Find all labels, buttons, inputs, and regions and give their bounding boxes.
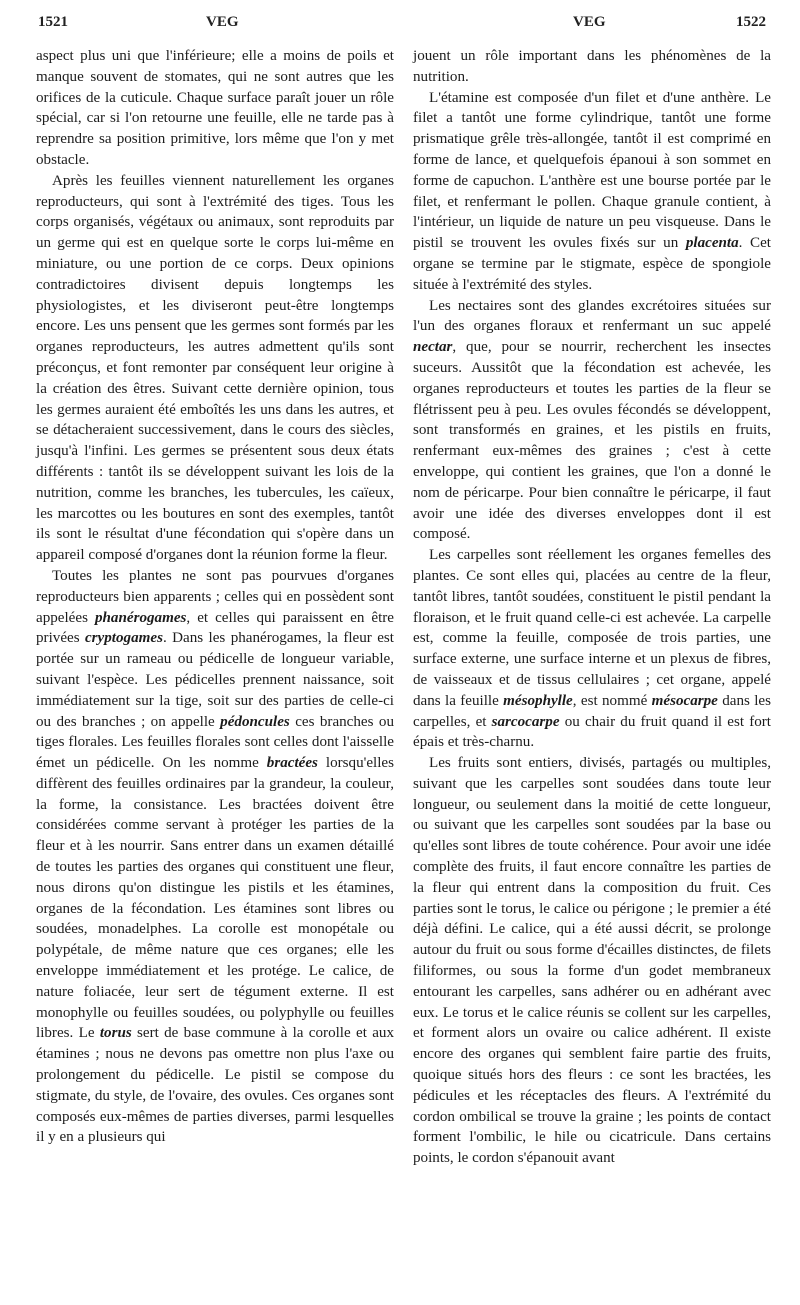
paragraph: Toutes les plantes ne sont pas pourvues d'organes reproducteurs bien apparents ; celles qui en possèdent sont appelées phanérogames, et celles qui paraissent en être privées cryptogames. Dans les phanérogames, la fleur est portée sur un rameau ou pédicelle de longueur variable, suivant l'espèce. Les pédicelles prennent naissance, soit immédiatement sur la tige, soit sur des parties de celle-ci ou des branches ; on appelle pédoncules ces branches ou tiges florales. Les feuilles florales sont celles dont l'aisselle émet un pédicelle. On les nomme bractées lorsqu'elles diffèrent des feuilles ordinaires par la grandeur, la couleur, la forme, la consistance. Les bractées doivent être considérées comme servant à protéger les parties de la fleur et à les nourrir. Sans entrer dans un examen détaillé de toutes les parties des organes qui constituent une fleur, nous dirons qu'on distingue les pistils et les étamines, organes de la fécondation. Les étamines sont libres ou soudées, monadelphes. La corolle est monopétale ou polypétale, de même nature que ces organes; elle les enveloppe immédiatement et les protége. Le calice, de nature foliacée, leur sert de tégument externe. Il est monophylle ou feuilles soudées, ou polyphylle ou feuilles libres. Le torus sert de base commune à la corolle et aux étamines ; nous ne devons pas omettre non plus l'axe ou prolongement du pédicelle. Le pistil se compose du stigmate, du style, de l'ovaire, des ovules. Ces organes sont composés eux-mêmes de parties diverses, parmi lesquelles il y en a plusieurs qui — [36, 567, 395, 1146]
left-running-head: VEG — [206, 14, 239, 30]
term: pédoncules — [220, 713, 290, 730]
term: nectar — [413, 339, 453, 356]
paragraph: jouent un rôle important dans les phénomènes de la nutrition. — [413, 48, 771, 85]
paragraph: Après les feuilles viennent naturellement les organes reproducteurs, qui sont à l'extrémité des tiges. Tous les corps organisés, végétaux ou animaux, sont reproduits par un germe qui est en quelque sorte le corps lui-même en miniature, ou une portion de ce corps. Deux opinions contradictoires divisent depuis longtemps les physiologistes, et les diviseront peut-être longtemps encore. Les uns pensent que les germes sont formés par les organes reproducteurs, les autres admettent qu'ils sont préconçus, et font remonter par conséquent leur origine à la création des êtres. Suivant cette dernière opinion, tous les germes auraient été emboîtés les uns dans les autres, et se détacheraient successivement, dans le cours des siècles, jusqu'à l'infini. Les germes se présentent sous deux états différents : tantôt ils se développent suivant les lois de la nutrition, comme les branches, les tubercules, les caïeux, les marcottes ou les boutures en sont des exemples, tantôt ils sont le résultat d'une fécondation qui s'opère dans un appareil composé d'organes dont la réunion forme la fleur. — [36, 172, 394, 564]
page-header — [38, 14, 766, 36]
left-page-number: 1521 — [38, 14, 68, 30]
term: mésocarpe — [651, 692, 718, 709]
term: sarcocarpe — [491, 713, 560, 730]
term: bractées — [266, 755, 318, 772]
term: phanérogames — [94, 609, 187, 626]
term: cryptogames — [84, 630, 163, 647]
paragraph: aspect plus uni que l'inférieure; elle a moins de poils et manque souvent de stomates, qui ne sont autres que les orifices de la cuticule. Chaque surface paraît jouer un rôle spécial, car si l'on retourne une feuille, elle ne tarde pas à reprendre sa position primitive, lors même que l'on y met obstacle. — [36, 48, 394, 168]
right-column — [413, 46, 771, 1169]
right-running-head: VEG — [573, 14, 606, 30]
term: torus — [99, 1025, 132, 1042]
paragraph: L'étamine est composée d'un filet et d'une anthère. Le filet a tantôt une forme cylindrique, tantôt une forme prismatique grêle très-allongée, tantôt il est comprimé en forme de lance, et quelquefois épanoui à son sommet en forme de capuchon. L'anthère est une bourse portée par le filet, et renfermant le pollen. Chaque granule contient, à l'intérieur, un liquide de nature un peu visqueuse. Dans le pistil se trouvent les ovules fixés sur un placenta. Cet organe se termine par le stigmate, espèce de spongiole située à l'extrémité des styles. — [413, 89, 771, 293]
right-page-number: 1522 — [736, 14, 766, 30]
paragraph: Les carpelles sont réellement les organes femelles des plantes. Ce sont elles qui, placées au centre de la fleur, tantôt libres, tantôt soudées, constituent le pistil pendant la floraison, et le fruit quand celle-ci est achevée. La carpelle est, comme la feuille, composée de trois parties, une surface externe, une surface interne et un plexus de fibres, de vaisseaux et de tissus cellulaires ; cet organe, appelé dans la feuille mésophylle, est nommé mésocarpe dans les carpelles, et sarcocarpe ou chair du fruit quand il est fort épais et très-charnu. — [413, 547, 772, 751]
left-column — [36, 46, 394, 1148]
paragraph: Les nectaires sont des glandes excrétoires situées sur l'un des organes floraux et renfermant un suc appelé nectar, que, pour se nourrir, recherchent les insectes suceurs. Aussitôt que la fécondation est achevée, les organes reproducteurs et toutes les parties de la fleur se flétrissent peu à peu. Les ovules fécondés se développent, sont transformés en graines, et les pistils en fruits, renfermant eux-mêmes des graines ; c'est à cette enveloppe, qui contient les graines, que l'on a donné le nom de péricarpe. Pour bien connaître le péricarpe, il faut avoir une idée des diverses enveloppes dont il est composé. — [413, 297, 771, 543]
term: mésophylle — [503, 692, 573, 709]
paragraph: Les fruits sont entiers, divisés, partagés ou multiples, suivant que les carpelles sont soudées dans toute leur longueur, ou seulement dans la moitié de cette longueur, ou suivant que les carpelles sont soudées par la base ou qu'elles sont libres de toute cohérence. Pour avoir une idée complète des fruits, il faut encore connaître les parties de la fleur qui entrent dans la composition du fruit. Ces parties sont le torus, le calice ou périgone ; le premier a été déjà défini. Le calice, qui a été aussi décrit, se prolonge autour du fruit ou sous forme d'écailles distinctes, de filets filiformes, ou sous la forme d'un godet membraneux entourant les carpelles, sans adhérer ou en adhérant avec eux. Le torus et le calice réunis se collent sur les carpelles, et forment alors un ovaire ou calice adhérent. Il existe encore des organes qui semblent faire partie des fruits, quoique situés hors des fleurs : ce sont les bractées, les pédicules et les réceptacles des fleurs. A l'extrémité du cordon ombilical se trouve la graine ; les points de contact forment l'ombilic, le hile ou cicatricule. Dans certains points, le cordon s'épanouit avant — [413, 755, 771, 1167]
term: placenta — [685, 235, 739, 252]
